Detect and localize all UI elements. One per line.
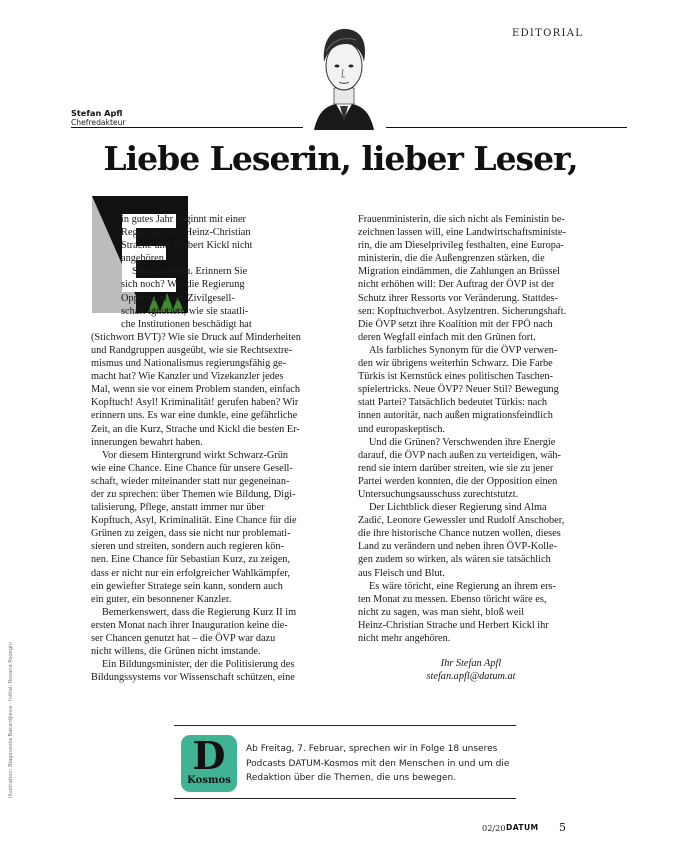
text-line: ein gewiefter Stratege sein kann, sondern auch bbox=[91, 580, 283, 592]
text-line: ein guter, ein besonnener Kanzler. bbox=[91, 593, 232, 605]
promo-divider-top bbox=[174, 725, 516, 726]
text-line: sieren und streiten, sondern auch regieren kön- bbox=[91, 541, 284, 553]
text-line: Bemerkenswert, dass die Regierung Kurz II im bbox=[102, 606, 297, 618]
text-line: der zu sprechen: über Themen wie Bildung, Digi- bbox=[91, 488, 296, 500]
podcast-logo-letter: D bbox=[192, 733, 226, 778]
author-portrait-illustration bbox=[296, 22, 392, 132]
text-line: angehören. bbox=[121, 253, 167, 265]
text-line: Untersuchungsausschuss zurechtstutzt. bbox=[358, 488, 519, 500]
body-column-left bbox=[91, 213, 346, 684]
text-line: und Randgruppen ausgeübt, wie sie Rechtsextre- bbox=[91, 344, 293, 356]
text-line: ersten Monat nach ihrer Inauguration keine die- bbox=[91, 619, 288, 631]
text-line: Schutz ihrer Ressorts vor Veränderung. Stattdes- bbox=[358, 292, 558, 304]
headline: Liebe Leserin, lieber Leser, bbox=[103, 139, 578, 178]
text-line: Schwarz-Blau. Erinnern Sie bbox=[132, 266, 248, 278]
text-line: Strache und Herbert Kickl nicht bbox=[121, 240, 253, 252]
author-role: Chefredakteur bbox=[71, 118, 126, 127]
illustration-credit: Illustration: Blagovesta Bakardjieva · Initial: Rosana Rozeghi bbox=[8, 642, 14, 798]
folio-issue: 02/20 bbox=[482, 823, 506, 833]
text-line: innen autoritär, nach außen migrationsfeindlich bbox=[358, 410, 553, 422]
text-line: Frauenministerin, die sich nicht als Feministin be- bbox=[358, 214, 565, 225]
text-line: talisierung, Pflege, anstatt immer nur über bbox=[91, 502, 265, 514]
text-line: deren Wegfall einfach mit den Grünen fort. bbox=[358, 331, 536, 343]
text-line: che Institutionen beschädigt hat bbox=[121, 318, 252, 330]
text-line: Migration eindämmen, die Zahlungen an Brüssel bbox=[358, 266, 560, 278]
text-line: ser Chancen genutzt hat – die ÖVP war dazu bbox=[91, 633, 276, 644]
text-line: Zeit, an die Kurz, Strache und Kickl die besten Er- bbox=[91, 423, 300, 435]
text-line: rin, die am Dieselprivileg festhalten, eine Europa- bbox=[358, 240, 564, 252]
podcast-promo-text bbox=[246, 742, 509, 786]
text-line: ten Monat zu messen. Ebenso töricht wäre es, bbox=[358, 593, 547, 605]
text-line: den wir übrigens weiterhin Schwarz. Die Farbe bbox=[358, 358, 553, 370]
text-line: mismus und Nationalismus regierungsfähig ge- bbox=[91, 358, 287, 370]
text-line: sich noch? Wie die Regierung bbox=[121, 279, 245, 291]
author-name: Stefan Apfl bbox=[71, 108, 123, 118]
text-line: innerungen bewahrt haben. bbox=[91, 436, 203, 448]
promo-line: Ab Freitag, 7. Februar, sprechen wir in Folge 18 unseres bbox=[246, 744, 498, 754]
text-line: schaft ignoriert, wie sie staatli- bbox=[121, 305, 249, 317]
text-line: Die ÖVP setzt ihre Koalition mit der FPÖ nach bbox=[358, 318, 553, 330]
text-line: darauf, die ÖVP nach außen zu verteidigen, wäh- bbox=[358, 449, 561, 461]
text-line: spielertricks. Neue ÖVP? Neuer Stil? Bewegung bbox=[358, 384, 559, 396]
text-line: Partei werden konnten, die der Opposition einen bbox=[358, 475, 558, 487]
text-line: Bildungssystems vor Wissenschaft schützen, eine bbox=[91, 672, 295, 684]
text-line: Kopftuch, Asyl, Kriminalität. Eine Chance für die bbox=[91, 515, 297, 527]
text-line: Der Lichtblick dieser Regierung sind Alma bbox=[369, 502, 547, 514]
folio-magazine: DATUM bbox=[506, 823, 539, 832]
divider-top-right bbox=[386, 127, 627, 128]
text-line: die ihre historische Chance nutzen wollen, dieses bbox=[358, 528, 561, 540]
text-line: erinnern uns. Es war eine dunkle, eine gefährliche bbox=[91, 410, 298, 422]
section-label: EDITORIAL bbox=[512, 28, 584, 39]
divider-top-left bbox=[71, 127, 303, 128]
text-line: Land zu verändern und neben ihren ÖVP-Kolle- bbox=[358, 541, 558, 553]
text-line: dass er nicht nur ein erfolgreicher Wahlkämpfer, bbox=[91, 567, 290, 579]
promo-line: Podcasts DATUM-Kosmos mit den Menschen in und um die bbox=[246, 758, 510, 769]
text-line: nicht mehr angehören. bbox=[358, 633, 451, 644]
text-line: Kopftuch! Asyl! Kriminalität! gerufen haben? Wir bbox=[91, 397, 299, 409]
text-line: in gutes Jahr beginnt mit einer bbox=[121, 214, 246, 225]
podcast-logo bbox=[181, 735, 237, 792]
text-line: ministerin, die die Außengrenzen stärken, die bbox=[358, 253, 545, 265]
text-line: statt Partei? Tatsächlich bedeutet Türkis: nach bbox=[358, 397, 548, 409]
text-line: Regierung, der Heinz-Christian bbox=[121, 227, 251, 239]
text-line: Grünen zu zeigen, dass sie nicht nur problemati- bbox=[91, 528, 291, 540]
promo-line: Redaktion über die Themen, die uns bewegen. bbox=[246, 773, 457, 783]
text-line: und europaskeptisch. bbox=[358, 423, 445, 435]
body-column-right bbox=[358, 213, 584, 645]
text-line: nicht willens, die Grünen nicht imstande. bbox=[91, 646, 261, 658]
signature-name: Ihr Stefan Apfl bbox=[440, 658, 502, 669]
podcast-logo-word: Kosmos bbox=[187, 775, 231, 786]
text-line: Als farbliches Synonym für die ÖVP verwen- bbox=[369, 344, 558, 356]
text-line: macht hat? Wie Kanzler und Vizekanzler jedes bbox=[91, 371, 284, 383]
text-line: Und die Grünen? Verschwenden ihre Energie bbox=[369, 436, 556, 448]
text-line: aus Fleisch und Blut. bbox=[358, 567, 445, 579]
signature bbox=[358, 657, 584, 683]
text-line: rend sie intern darüber streiten, wie sie zu jener bbox=[358, 462, 554, 474]
promo-divider-bottom bbox=[174, 798, 516, 799]
text-line: zeichnen lassen will, eine Landwirtschaftsministe- bbox=[358, 227, 566, 239]
text-line: Es wäre töricht, eine Regierung an ihrem ers- bbox=[369, 580, 556, 592]
text-line: wie eine Chance. Eine Chance für unsere Gesell- bbox=[91, 462, 293, 474]
text-line: nicht erhöhen will: Der Auftrag der ÖVP ist der bbox=[358, 279, 555, 291]
text-line: nen. Eine Chance für Sebastian Kurz, zu zeigen, bbox=[91, 554, 290, 566]
text-line: schaft, wieder miteinander statt nur gegeneinan- bbox=[91, 475, 290, 487]
text-line: Zadić, Leonore Gewessler und Rudolf Anschober, bbox=[358, 515, 565, 527]
text-line: Vor diesem Hintergrund wirkt Schwarz-Grün bbox=[102, 449, 289, 461]
text-line: Opposition und Zivilgesell- bbox=[121, 292, 235, 304]
text-line: Heinz-Christian Strache und Herbert Kickl ihr bbox=[358, 619, 549, 631]
text-line: Mal, wenn sie vor einem Problem standen, einfach bbox=[91, 384, 301, 396]
text-line: nicht zu sagen, was man sieht, bloß weil bbox=[358, 606, 525, 618]
signature-email: stefan.apfl@datum.at bbox=[426, 671, 516, 683]
text-line: (Stichwort BVT)? Wie sie Druck auf Minderheiten bbox=[91, 331, 301, 343]
text-line: sen: Kopftuchverbot. Asylzentren. Sicherungshaft. bbox=[358, 305, 567, 317]
text-line: gen zudem so wirken, als wären sie tatsächlich bbox=[358, 554, 551, 566]
text-line: Ein Bildungsminister, der die Politisierung des bbox=[102, 659, 295, 671]
page-number: 5 bbox=[559, 821, 566, 834]
text-line: Türkis ist Kernstück eines politischen Taschen- bbox=[358, 371, 553, 383]
